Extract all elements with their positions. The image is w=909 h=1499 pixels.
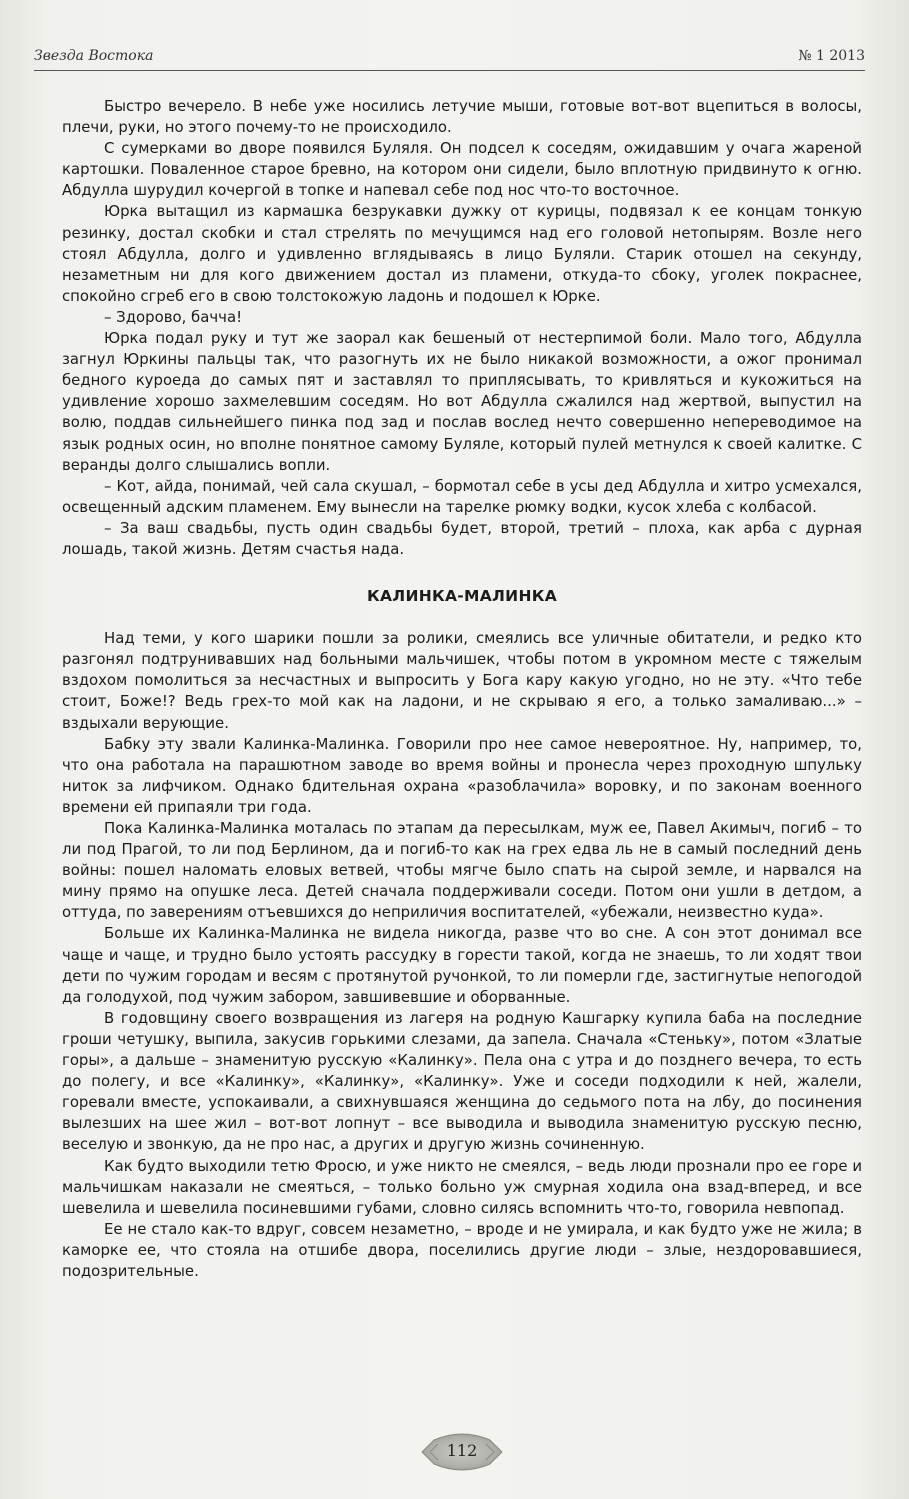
- paragraph: Юрка вытащил из кармашка безрукавки дужку от курицы, подвязал к ее концам тонкую резинку, достал скобки и стал стрелять по мечущимся над его головой нетопырям. Возле него стоял Абдулла, долго и удивленно вглядываясь в лицо Буляли. Старик отошел на секунду, незаметным ни для кого движением достал из пламени, откуда-то сбоку, уголек покраснее, спокойно сгреб его в свою толстокожую ладонь и подошел к Юрке.: [62, 202, 862, 305]
- running-header: [34, 44, 865, 71]
- paragraph: Над теми, у кого шарики пошли за ролики, смеялись все уличные обитатели, и редко кто разгонял подтрунивавших над больными мальчишек, чтобы потом в укромном месте с тяжелым вздохом помолиться за несчастных и выпросить у Бога кару какую угодно, но не эту. «Что тебе стоит, Боже!? Ведь грех-то мой как на ладони, и не скрываю я его, а только замаливаю...» – вздыхали верующие.: [62, 629, 862, 732]
- article-body: [62, 96, 862, 1282]
- journal-title: Звезда Востока: [34, 48, 154, 64]
- paragraph: Пока Калинка-Малинка моталась по этапам да пересылкам, муж ее, Павел Акимыч, погиб – то ли под Прагой, то ли под Берлином, да и погиб-то как на грех едва ль не в самый последний день войны: пошел наломать еловых ветвей, чтобы мягче было спать на сырой земле, и нарвался на мину прямо на опушке леса. Детей сначала поддерживали соседи. Потом они ушли в детдом, а оттуда, по заверениям отъевшихся до неприличия воспитателей, «убежали, неизвестно куда».: [62, 819, 862, 922]
- paragraph: Бабку эту звали Калинка-Малинка. Говорили про нее самое невероятное. Ну, например, то, что она работала на парашютном заводе во время войны и пронесла через проходную шпульку ниток за лифчиком. Однако бдительная охрана «разоблачила» воровку, и по законам военного времени ей припаяли три года.: [62, 734, 862, 816]
- paragraph: Быстро вечерело. В небе уже носились летучие мыши, готовые вот-вот вцепиться в волосы, плечи, руки, но этого почему-то не происходило.: [62, 97, 862, 137]
- paragraph: Юрка подал руку и тут же заорал как бешеный от нестерпимой боли. Мало того, Абдулла загнул Юркины пальцы так, что разогнуть их не было никакой возможности, а ожог пронимал бедного куроеда до самых пят и заставлял то приплясывать, то кривляться и кукожиться на удивление хорошо захмелевшим соседям. Но вот Абдулла сжалился над жертвой, выпустил на волю, поддав сильнейшего пинка под зад и послав вослед нечто совершенно непереводимое на язык родных осин, но вполне понятное самому Буляле, который пулей метнулся к своей калитке. С веранды долго слышались вопли.: [62, 329, 862, 474]
- issue-number: № 1 2013: [798, 48, 865, 64]
- paragraph: Как будто выходили тетю Фросю, и уже никто не смеялся, – ведь люди прознали про ее горе и мальчишкам наказали не смеяться, – только больно уж смурная ходила она взад-вперед, и все шевелила и шевелила посиневшими губами, словно силясь вспомнить что-то, говорила невпопад.: [62, 1156, 862, 1217]
- paragraph: Ее не стало как-то вдруг, совсем незаметно, – вроде и не умирала, и как будто уже не жила; в каморке ее, что стояла на отшибе двора, поселились другие люди – злые, нездоровавшиеся, подозрительные.: [62, 1219, 862, 1280]
- paragraph: С сумерками во дворе появился Буляля. Он подсел к соседям, ожидавшим у очага жареной картошки. Поваленное старое бревно, на котором они сидели, было вплотную придвинуто к огню. Абдулла шурудил кочергой в топке и напевал себе под нос что-то восточное.: [62, 139, 862, 200]
- section-heading: КАЛИНКА-МАЛИНКА: [367, 587, 557, 606]
- paragraph: Больше их Калинка-Малинка не видела никогда, разве что во сне. А сон этот донимал все чаще и чаще, и трудно было устоять рассудку в горести такой, когда не знаешь, то ли ходят твои дети по чужим городам и весям с протянутой ручонкой, то ли померли где, застигнутые непогодой да голодухой, под чужим забором, завшивевшие и оборванные.: [62, 924, 862, 1006]
- paragraph: – За ваш свадьбы, пусть один свадьбы будет, второй, третий – плоха, как арба с дурная лошадь, такой жизнь. Детям счастья нада.: [62, 518, 862, 558]
- paragraph: – Кот, айда, понимай, чей сала скушал, – бормотал себе в усы дед Абдулла и хитро усмехался, освещенный адским пламенем. Ему вынесли на тарелке рюмку водки, кусок хлеба с колбасой.: [62, 476, 862, 516]
- paragraph: – Здорово, бачча!: [104, 307, 243, 326]
- page-number: 112: [446, 1441, 478, 1460]
- page-number-badge: [418, 1430, 506, 1474]
- paragraph: В годовщину своего возвращения из лагеря на родную Кашгарку купила баба на последние гроши четушку, выпила, закусив горькими слезами, да запела. Сначала «Стеньку», потом «Златые горы», а дальше – знаменитую русскую «Калинку». Пела она с утра и до позднего вечера, то есть до полегу, и все «Калинку», «Калинку», «Калинку». Уже и соседи подходили к ней, жалели, горевали вместе, успокаивали, а свихнувшаяся женщина до седьмого пота на лбу, до посинения вылезших на шее жил – вот-вот лопнут – все выводила и выводила знаменитую русскую песню, веселую и звонкую, да не про нас, а других и другую жизнь сочиненную.: [62, 1008, 862, 1154]
